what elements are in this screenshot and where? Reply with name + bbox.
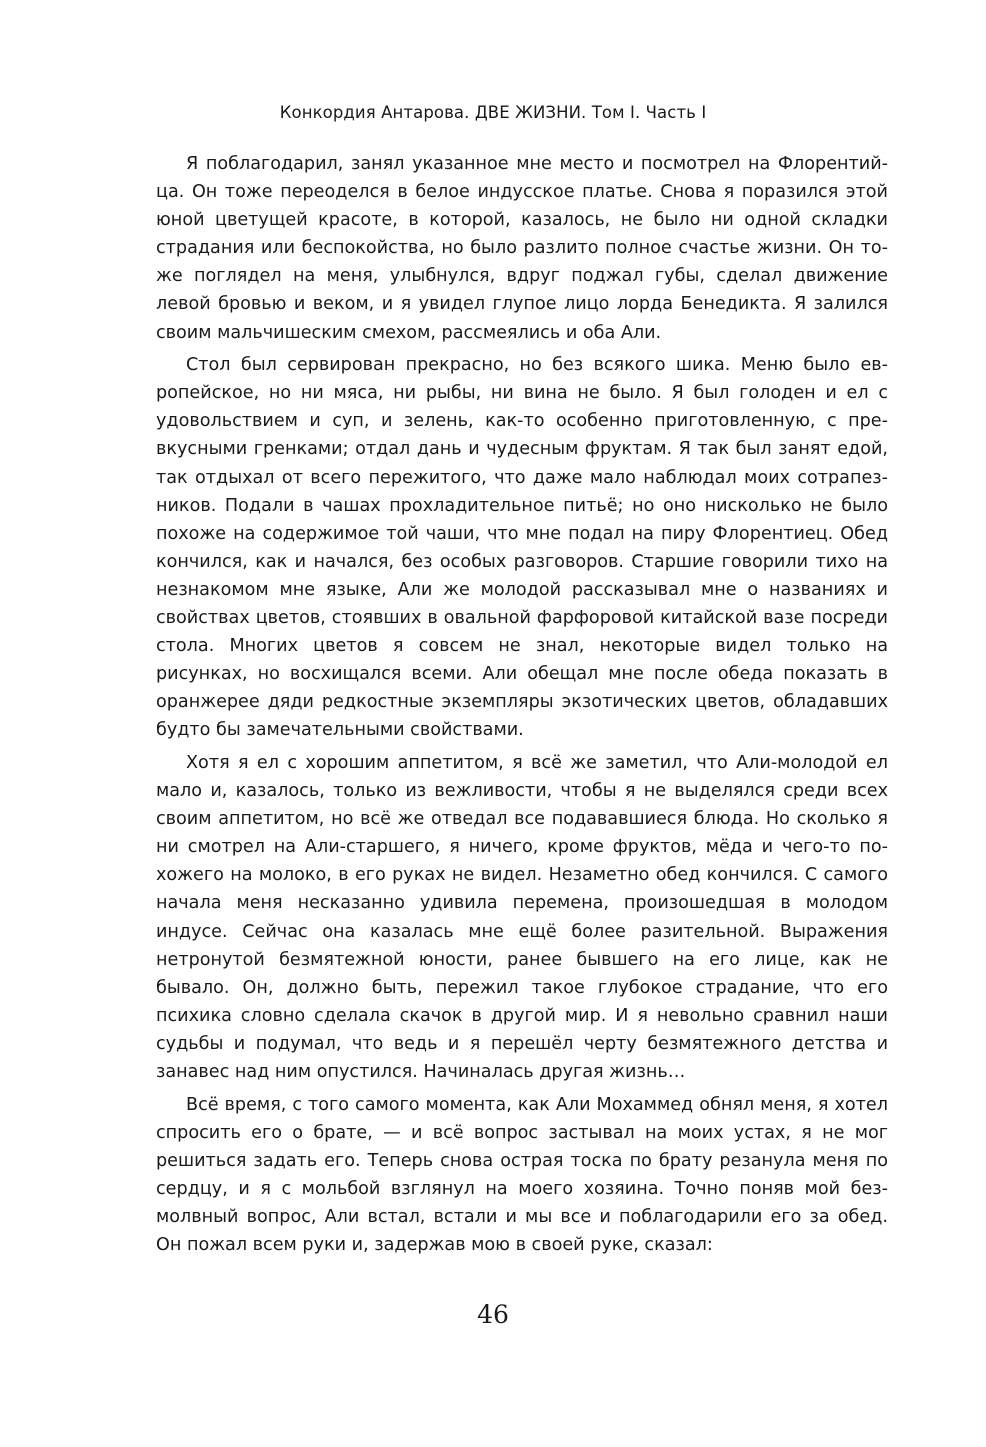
paragraph: Всё время, с того самого момента, как Али Мохаммед обнял меня, я хотел спросить его о брате, — и всё вопрос застывал на моих устах, я не мог решиться задать его. Теперь снова острая тоска по брату резанула меня по сердцу, и я с мольбой взглянул на моего хозяина. Точно поняв мой безмолвный вопрос, Али встал, встали и мы все и поблагодарили его за обед. Он пожал всем руки и, задержав мою в своей руке, сказал: [156, 1094, 888, 1256]
running-title: Конкордия Антарова. ДВЕ ЖИЗНИ. Том I. Часть I [279, 103, 707, 122]
page-number: 46 [477, 1300, 509, 1329]
body-text [156, 150, 888, 1264]
paragraph: Хотя я ел с хорошим аппетитом, я всё же заметил, что Али-молодой ел мало и, казалось, только из вежливости, чтобы я не выделялся среди всех своим аппетитом, но всё же отведал все подававшиеся блюда. Но сколько я ни смотрел на Али-старшего, я ничего, кроме фруктов, мёда и чего-то похожего на молоко, в его руках не видел. Незаметно обед кончился. С самого начала меня несказанно удивила перемена, произошедшая в молодом индусе. Сейчас она казалась мне ещё более разительной. Выражения нетронутой безмятежной юности, ранее бывшего на его лице, как не бывало. Он, должно быть, пережил такое глубокое страдание, что его психика словно сделала скачок в другой мир. И я невольно сравнил наши судьбы и подумал, что ведь и я перешёл черту безмятежного детства и занавес над ним опустился. Начиналась другая жизнь… [156, 752, 888, 1082]
paragraph: Стол был сервирован прекрасно, но без всякого шика. Меню было европейское, но ни мяса, ни рыбы, ни вина не было. Я был голоден и ел с удовольствием и суп, и зелень, как-то особенно приготовленную, с превкусными гренками; отдал дань и чудесным фруктам. Я так был занят едой, так отдыхал от всего пережитого, что даже мало наблюдал моих сотрапезников. Подали в чашах прохладительное питьё; но оно нисколько не было похоже на содержимое той чаши, что мне подал на пиру Флорентиец. Обед кончился, как и начался, без особых разговоров. Старшие говорили тихо на незнакомом мне языке, Али же молодой рассказывал мне о названиях и свойствах цветов, стоявших в овальной фарфоровой китайской вазе посреди стола. Многих цветов я совсем не знал, некоторые видел только на рисунках, но восхищался всеми. Али обещал мне после обеда показать в оранжерее дяди редкостные экземпляры экзотических цветов, обладавших будто бы замечательными свойствами. [156, 355, 888, 741]
paragraph: Я поблагодарил, занял указанное мне место и посмотрел на Флорентийца. Он тоже переоделся в белое индусское платье. Снова я поразился этой юной цветущей красоте, в которой, казалось, не было ни одной складки страдания или беспокойства, но было разлито полное счастье жизни. Он тоже поглядел на меня, улыбнулся, вдруг поджал губы, сделал движение левой бровью и веком, и я увидел глупое лицо лорда Бенедикта. Я залился своим мальчишеским смехом, рассмеялись и оба Али. [156, 154, 888, 343]
